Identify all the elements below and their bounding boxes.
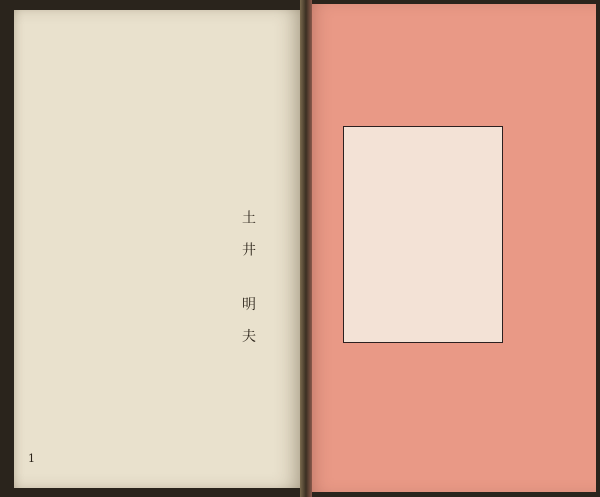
author-name: 土井 明夫	[240, 210, 256, 361]
notice-box	[343, 126, 503, 343]
book-gutter	[300, 0, 312, 497]
page-number: 1	[28, 452, 35, 465]
left-page	[14, 10, 306, 488]
